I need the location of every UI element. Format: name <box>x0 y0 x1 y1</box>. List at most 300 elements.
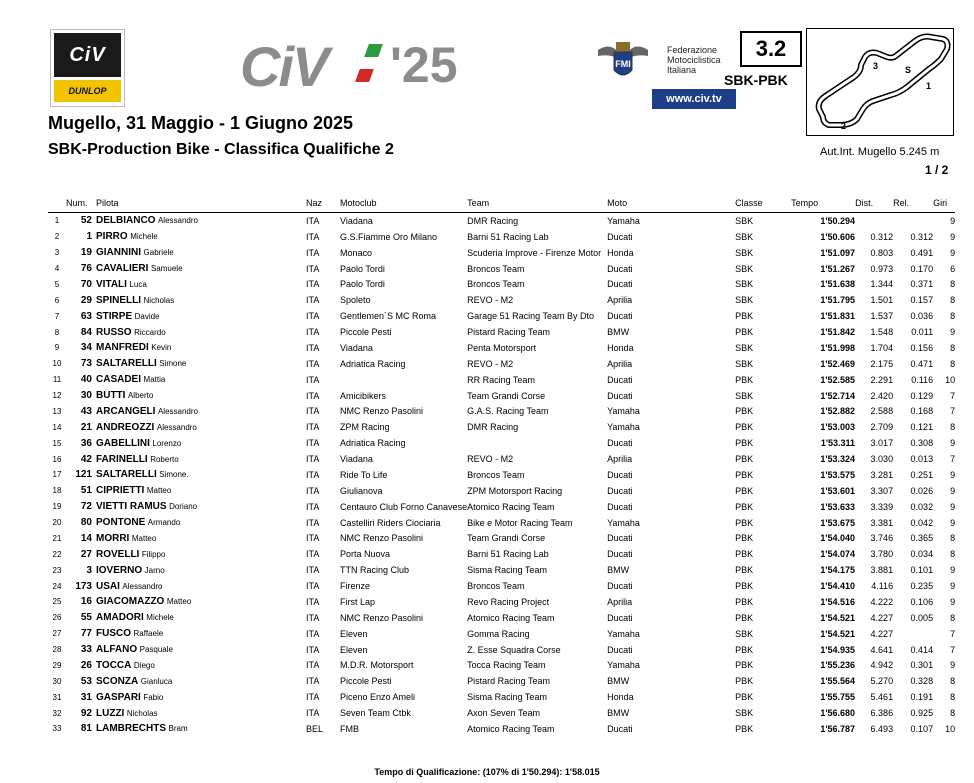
cell-rel: 0.157 <box>910 295 934 306</box>
cell-pos: 17 <box>52 470 62 480</box>
cell-laps: 7 <box>950 390 956 401</box>
cell-pos: 15 <box>52 438 62 448</box>
rider-firstname: Jarno <box>144 565 165 575</box>
cell-club: Porta Nuova <box>340 549 391 560</box>
rider-surname: PONTONE <box>96 517 146 529</box>
cell-club: Eleven <box>340 644 368 655</box>
cell-naz: ITA <box>306 644 320 655</box>
cell-rel: 0.251 <box>910 469 934 480</box>
cell-naz: ITA <box>306 374 320 385</box>
rider-firstname: Matteo <box>131 533 157 543</box>
cell-time: 1'53.575 <box>820 469 856 480</box>
cell-pos: 21 <box>52 533 62 543</box>
cell-naz: ITA <box>306 311 320 322</box>
cell-naz: ITA <box>306 708 320 719</box>
cell-laps: 9 <box>950 596 956 607</box>
cell-num: 63 <box>80 310 92 322</box>
cell-rel: 0.168 <box>910 406 934 417</box>
cell-team: REVO - M2 <box>467 454 514 465</box>
col-num: Num. <box>66 196 96 213</box>
rider-firstname: Fabio <box>143 692 164 702</box>
rider-surname: CASADEI <box>96 374 142 386</box>
cell-rel: 0.121 <box>910 422 934 433</box>
table-row <box>48 435 955 451</box>
cell-dist: 0.973 <box>870 263 894 274</box>
cell-rel: 0.011 <box>911 327 934 338</box>
civ-logo-word: CiV <box>240 35 328 98</box>
col-dist: Dist. <box>855 196 893 213</box>
cell-team: Atomico Racing Team <box>467 723 555 734</box>
cell-rel: 0.042 <box>910 517 934 528</box>
cell-rel: 0.312 <box>910 231 934 242</box>
cell-cls: SBK <box>735 247 754 258</box>
cell-rel: 0.191 <box>910 692 934 703</box>
cell-cls: PBK <box>735 533 754 544</box>
col-class: Classe <box>735 196 791 213</box>
cell-rel: 0.106 <box>910 596 934 607</box>
website-link[interactable]: www.civ.tv <box>652 89 736 109</box>
cell-time: 1'53.601 <box>820 485 856 496</box>
cell-rider <box>96 245 306 261</box>
cell-num: 76 <box>80 263 92 275</box>
rider-surname: TOCCA <box>96 659 132 671</box>
cell-club: Amicibikers <box>340 390 387 401</box>
cell-club: Piccole Pesti <box>340 676 392 687</box>
cell-team: ZPM Motorsport Racing <box>467 485 563 496</box>
col-team: Team <box>467 196 607 213</box>
table-row <box>48 721 955 737</box>
cell-moto: Ducati <box>607 263 633 274</box>
cell-laps: 8 <box>950 422 956 433</box>
cell-cls: SBK <box>735 358 754 369</box>
rider-surname: FUSCO <box>96 628 131 640</box>
cell-rel: 0.371 <box>910 279 934 290</box>
cell-moto: Aprilia <box>607 596 633 607</box>
cell-club: Adriatica Racing <box>340 438 406 449</box>
cell-rider <box>96 419 306 435</box>
cell-cls: PBK <box>735 644 754 655</box>
cell-naz: ITA <box>306 501 320 512</box>
event-title: Mugello, 31 Maggio - 1 Giugno 2025 <box>48 113 354 133</box>
cell-rider <box>96 546 306 562</box>
cell-rider <box>96 578 306 594</box>
dunlop-badge-text: DUNLOP <box>54 80 121 102</box>
cell-rider <box>96 340 306 356</box>
cell-dist: 1.537 <box>870 311 894 322</box>
rider-surname: RUSSO <box>96 326 132 338</box>
cell-time: 1'54.074 <box>820 549 856 560</box>
table-row <box>48 483 955 499</box>
cell-laps: 9 <box>950 231 956 242</box>
cell-club: TTN Racing Club <box>340 565 410 576</box>
cell-laps: 7 <box>950 454 956 465</box>
cell-naz: ITA <box>306 247 320 258</box>
cell-dist: 5.270 <box>870 676 894 687</box>
rider-surname: SALTARELLI <box>96 358 157 370</box>
cell-laps: 7 <box>950 644 956 655</box>
results-table <box>48 196 955 737</box>
table-row <box>48 324 955 340</box>
cell-moto: Ducati <box>607 501 633 512</box>
cell-time: 1'52.585 <box>820 374 856 385</box>
cell-moto: Aprilia <box>607 295 633 306</box>
cell-team: Gomma Racing <box>467 628 530 639</box>
col-club: Motoclub <box>340 196 467 213</box>
cell-num: 26 <box>80 659 92 671</box>
cell-naz: ITA <box>306 406 320 417</box>
cell-moto: Yamaha <box>607 517 640 528</box>
cell-naz: BEL <box>306 723 324 734</box>
cell-time: 1'54.175 <box>820 565 856 576</box>
cell-cls: PBK <box>735 469 754 480</box>
cell-naz: ITA <box>306 231 320 242</box>
table-row <box>48 340 955 356</box>
table-row <box>48 594 955 610</box>
col-time: Tempo <box>791 196 855 213</box>
cell-pos: 30 <box>52 676 62 686</box>
sector-3-label: 3 <box>873 61 879 71</box>
cell-num: 52 <box>80 215 92 227</box>
cell-pos: 31 <box>52 692 62 702</box>
cell-naz: ITA <box>306 485 320 496</box>
cell-moto: BMW <box>607 708 630 719</box>
cell-club: G.S.Fiamme Oro Milano <box>340 231 438 242</box>
rider-firstname: Simone. <box>159 470 189 480</box>
table-row <box>48 610 955 626</box>
rider-firstname: Luca <box>129 279 147 289</box>
table-row <box>48 213 955 229</box>
cell-time: 1'51.097 <box>820 247 856 258</box>
cell-dist: 0.803 <box>870 247 894 258</box>
cell-time: 1'56.787 <box>820 723 856 734</box>
cell-laps: 8 <box>950 708 956 719</box>
rider-firstname: Mattia <box>143 375 166 385</box>
rider-firstname: Pasquale <box>139 645 173 655</box>
track-info: Aut.Int. Mugello 5.245 m <box>820 146 940 158</box>
cell-cls: SBK <box>735 342 754 353</box>
cell-team: Scuderia Improve - Firenze Motor <box>467 247 602 258</box>
fmi-emblem-icon <box>596 36 650 86</box>
cell-pos: 13 <box>52 406 62 416</box>
cell-moto: Ducati <box>607 438 633 449</box>
cell-time: 1'53.633 <box>820 501 856 512</box>
cell-laps: 8 <box>950 342 956 353</box>
table-row <box>48 562 955 578</box>
cell-club: Ride To Life <box>340 469 388 480</box>
cell-pos: 19 <box>52 502 62 512</box>
cell-time: 1'54.521 <box>820 628 856 639</box>
cell-time: 1'55.564 <box>820 676 856 687</box>
cell-cls: SBK <box>735 708 754 719</box>
rider-firstname: Doriano <box>169 502 198 512</box>
cell-naz: ITA <box>306 533 320 544</box>
cell-club: ZPM Racing <box>340 422 390 433</box>
cell-dist: 4.227 <box>870 628 894 639</box>
cell-laps: 9 <box>950 247 956 258</box>
cell-rel: 0.491 <box>910 247 934 258</box>
cell-dist: 3.030 <box>870 454 894 465</box>
rider-firstname: Michele <box>146 613 174 623</box>
cell-dist: 3.381 <box>870 517 894 528</box>
rider-surname: GASPARI <box>96 691 141 703</box>
cell-moto: Yamaha <box>607 406 640 417</box>
cell-team: REVO - M2 <box>467 295 514 306</box>
cell-time: 1'53.311 <box>820 438 856 449</box>
cell-cls: SBK <box>735 390 754 401</box>
rider-surname: DELBIANCO <box>96 215 156 227</box>
cell-rel: 0.032 <box>910 501 934 512</box>
cell-rider <box>96 404 306 420</box>
cell-time: 1'50.606 <box>820 231 856 242</box>
cell-dist: 0.312 <box>870 231 894 242</box>
cell-naz: ITA <box>306 628 320 639</box>
cell-cls: PBK <box>735 596 754 607</box>
cell-num: 31 <box>80 691 92 703</box>
rider-firstname: Armando <box>147 518 181 528</box>
rider-surname: FARINELLI <box>96 453 148 465</box>
cell-rider <box>96 562 306 578</box>
cell-cls: PBK <box>735 438 754 449</box>
col-pos <box>48 196 66 213</box>
cell-team: Broncos Team <box>467 263 525 274</box>
cell-team: REVO - M2 <box>467 358 514 369</box>
cell-num: 1 <box>86 231 92 243</box>
rider-firstname: Kevin <box>151 343 172 353</box>
cell-laps: 9 <box>950 215 956 226</box>
cell-num: 27 <box>80 548 92 560</box>
cell-time: 1'52.714 <box>820 390 856 401</box>
cell-rider <box>96 531 306 547</box>
cell-laps: 8 <box>950 533 956 544</box>
qualification-label: Tempo di Qualificazione: (107% di 1'50.294): <box>374 767 563 777</box>
cell-naz: ITA <box>306 549 320 560</box>
cell-rel: 0.365 <box>910 533 934 544</box>
cell-moto: BMW <box>607 676 630 687</box>
rider-firstname: Michele <box>130 232 158 242</box>
cell-cls: PBK <box>735 485 754 496</box>
rider-surname: AMADORI <box>96 612 144 624</box>
rider-firstname: Matteo <box>146 486 172 496</box>
cell-club: Paolo Tordi <box>340 263 385 274</box>
cell-cls: SBK <box>735 215 754 226</box>
cell-club: Viadana <box>340 342 373 353</box>
rider-firstname: Simone <box>159 359 187 369</box>
cell-rider <box>96 356 306 372</box>
cell-moto: Ducati <box>607 485 633 496</box>
table-row <box>48 531 955 547</box>
cell-time: 1'54.516 <box>820 596 856 607</box>
table-row <box>48 277 955 293</box>
cell-club: Spoleto <box>340 295 371 306</box>
cell-rel: 0.235 <box>910 581 934 592</box>
cell-naz: ITA <box>306 327 320 338</box>
cell-time: 1'53.324 <box>820 454 856 465</box>
table-row <box>48 578 955 594</box>
cell-team: DMR Racing <box>467 422 519 433</box>
rider-firstname: Roberto <box>150 454 179 464</box>
cell-dist: 4.222 <box>870 596 894 607</box>
cell-num: 34 <box>80 342 92 354</box>
rider-firstname: Alberto <box>127 391 154 401</box>
col-laps: Giri <box>933 196 955 213</box>
cell-rider <box>96 626 306 642</box>
cell-num: 81 <box>80 723 92 735</box>
cell-time: 1'51.267 <box>820 263 856 274</box>
cell-time: 1'55.236 <box>820 660 856 671</box>
cell-rider <box>96 292 306 308</box>
cell-time: 1'51.842 <box>820 327 856 338</box>
cell-naz: ITA <box>306 295 320 306</box>
cell-rider <box>96 467 306 483</box>
cell-laps: 9 <box>950 565 956 576</box>
cell-naz: ITA <box>306 692 320 703</box>
cell-naz: ITA <box>306 581 320 592</box>
rider-firstname: Filippo <box>141 549 166 559</box>
cell-team: Pistard Racing Team <box>467 327 550 338</box>
rider-surname: GABELLINI <box>96 437 150 449</box>
rider-surname: BUTTI <box>96 390 126 402</box>
rider-surname: USAI <box>96 580 120 592</box>
cell-num: 84 <box>80 326 92 338</box>
cell-moto: Ducati <box>607 533 633 544</box>
fmi-name <box>667 45 721 75</box>
cell-num: 16 <box>80 596 92 608</box>
cell-cls: PBK <box>735 581 754 592</box>
cell-dist: 6.493 <box>870 723 894 734</box>
cell-rider <box>96 642 306 658</box>
cell-time: 1'52.469 <box>820 358 856 369</box>
cell-moto: BMW <box>607 565 630 576</box>
cell-naz: ITA <box>306 438 320 449</box>
cell-club: Giulianova <box>340 485 383 496</box>
cell-laps: 9 <box>950 501 956 512</box>
table-row <box>48 229 955 245</box>
cell-moto: Honda <box>607 342 634 353</box>
rider-firstname: Samuele <box>150 264 183 274</box>
cell-rel: 0.107 <box>910 723 934 734</box>
cell-moto: BMW <box>607 327 630 338</box>
cell-naz: ITA <box>306 279 320 290</box>
fmi-text-line-2: Motociclistica <box>667 55 721 65</box>
cell-num: 55 <box>80 612 92 624</box>
cell-team <box>467 435 607 451</box>
cell-pos: 26 <box>52 613 62 623</box>
cell-num: 92 <box>80 707 92 719</box>
cell-rider <box>96 277 306 293</box>
cell-team: Garage 51 Racing Team By Dto <box>467 311 594 322</box>
cell-dist: 4.942 <box>870 660 894 671</box>
cell-rider <box>96 229 306 245</box>
cell-naz: ITA <box>306 517 320 528</box>
cell-laps: 9 <box>950 469 956 480</box>
cell-rel <box>893 213 933 229</box>
cell-pos: 10 <box>52 359 62 369</box>
cell-team: Barni 51 Racing Lab <box>467 231 549 242</box>
cell-team: Penta Motorsport <box>467 342 537 353</box>
rider-surname: PIRRO <box>96 231 128 243</box>
cell-team: Tocca Racing Team <box>467 660 546 671</box>
cell-pos: 8 <box>54 327 60 337</box>
cell-rider <box>96 499 306 515</box>
rider-surname: GIANNINI <box>96 247 141 259</box>
cell-time: 1'51.998 <box>820 342 856 353</box>
cell-pos: 20 <box>52 518 62 528</box>
cell-laps: 8 <box>950 692 956 703</box>
cell-rider <box>96 372 306 388</box>
cell-pos: 28 <box>52 645 62 655</box>
cell-rel: 0.036 <box>910 311 934 322</box>
cell-dist: 1.704 <box>870 342 894 353</box>
rider-surname: VIETTI RAMUS <box>96 501 167 513</box>
cell-dist: 2.588 <box>870 406 894 417</box>
rider-firstname: Alessandro <box>156 422 197 432</box>
cell-rider <box>96 610 306 626</box>
table-row <box>48 419 955 435</box>
cell-cls: PBK <box>735 327 754 338</box>
cell-dist: 4.116 <box>871 581 894 592</box>
track-map <box>806 28 954 136</box>
rider-surname: GIACOMAZZO <box>96 596 165 608</box>
rider-firstname: Alessandro <box>122 581 163 591</box>
cell-pos: 5 <box>54 279 60 289</box>
sector-1-label: 1 <box>926 81 932 91</box>
table-header-row <box>48 196 955 213</box>
cell-naz: ITA <box>306 469 320 480</box>
table-row <box>48 546 955 562</box>
rider-firstname: Diego <box>133 660 155 670</box>
cell-pos: 25 <box>52 597 62 607</box>
cell-pos: 1 <box>54 216 60 226</box>
cell-dist: 4.641 <box>870 644 894 655</box>
cell-num: 51 <box>80 485 92 497</box>
table-row <box>48 642 955 658</box>
cell-time: 1'53.003 <box>820 422 856 433</box>
rider-firstname: Davide <box>134 311 160 321</box>
cell-rel: 0.101 <box>910 565 934 576</box>
cell-moto: Aprilia <box>607 454 633 465</box>
cell-cls: PBK <box>735 612 754 623</box>
table-row <box>48 372 955 388</box>
cell-dist: 6.386 <box>870 708 894 719</box>
cell-rider <box>96 594 306 610</box>
cell-naz: ITA <box>306 676 320 687</box>
cell-laps: 9 <box>950 581 956 592</box>
heat-number: 3.2 <box>740 31 802 67</box>
cell-moto: Ducati <box>607 549 633 560</box>
cell-cls: PBK <box>735 501 754 512</box>
cell-club: FMB <box>340 723 359 734</box>
page-number: 1 / 2 <box>925 163 949 177</box>
table-row <box>48 451 955 467</box>
rider-surname: CIPRIETTI <box>96 485 145 497</box>
cell-time: 1'51.638 <box>820 279 856 290</box>
rider-surname: LUZZI <box>96 707 125 719</box>
rider-surname: SPINELLI <box>96 294 142 306</box>
cell-dist: 1.501 <box>870 295 894 306</box>
cell-team: Revo Racing Project <box>467 596 550 607</box>
sector-2-label: 2 <box>841 121 847 131</box>
rider-surname: MORRI <box>96 532 130 544</box>
cell-club: NMC Renzo Pasolini <box>340 533 424 544</box>
cell-moto: Yamaha <box>607 422 640 433</box>
cell-num: 19 <box>80 247 92 259</box>
cell-laps: 8 <box>950 549 956 560</box>
table-row <box>48 705 955 721</box>
cell-cls: PBK <box>735 723 754 734</box>
cell-num: 14 <box>80 532 92 544</box>
cell-team: Team Grandi Corse <box>467 390 546 401</box>
cell-rel: 0.116 <box>911 374 934 385</box>
